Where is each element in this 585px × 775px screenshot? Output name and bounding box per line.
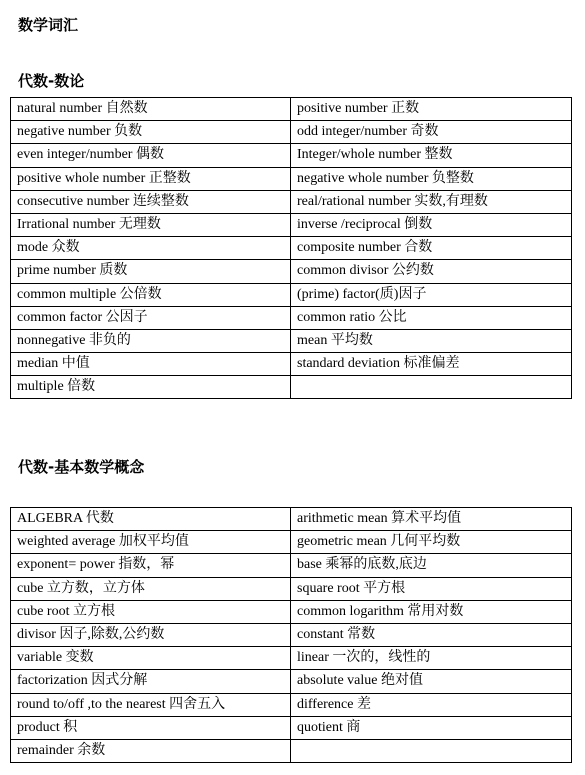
term-cell-right: odd integer/number 奇数 bbox=[291, 121, 572, 144]
table-row bbox=[11, 329, 572, 352]
table-row bbox=[11, 739, 572, 762]
term-cell-left: cube 立方数，立方体 bbox=[11, 577, 291, 600]
term-cell-right: common ratio 公比 bbox=[291, 306, 572, 329]
term-cell-right: geometric mean 几何平均数 bbox=[291, 531, 572, 554]
term-cell-left: product 积 bbox=[11, 716, 291, 739]
term-cell-left: variable 变数 bbox=[11, 647, 291, 670]
term-cell-right: negative whole number 负整数 bbox=[291, 167, 572, 190]
table-row bbox=[11, 190, 572, 213]
table-row bbox=[11, 554, 572, 577]
term-cell-right: arithmetic mean 算术平均值 bbox=[291, 508, 572, 531]
table-row bbox=[11, 531, 572, 554]
term-cell-right: inverse /reciprocal 倒数 bbox=[291, 213, 572, 236]
vocabulary-table-number-theory bbox=[10, 97, 572, 399]
term-cell-left: exponent= power 指数，幂 bbox=[11, 554, 291, 577]
term-cell-left: weighted average 加权平均值 bbox=[11, 531, 291, 554]
term-cell-right: quotient 商 bbox=[291, 716, 572, 739]
term-cell-right: standard deviation 标准偏差 bbox=[291, 353, 572, 376]
term-cell-right bbox=[291, 376, 572, 399]
section-title-number-theory: 代数-数论 bbox=[18, 72, 85, 90]
table-row bbox=[11, 623, 572, 646]
table-row bbox=[11, 98, 572, 121]
term-cell-left: prime number 质数 bbox=[11, 260, 291, 283]
table-row bbox=[11, 353, 572, 376]
table-row bbox=[11, 213, 572, 236]
term-cell-right: mean 平均数 bbox=[291, 329, 572, 352]
table-row bbox=[11, 376, 572, 399]
table-row bbox=[11, 647, 572, 670]
document-title: 数学词汇 bbox=[18, 16, 79, 34]
vocabulary-table-basic-concepts bbox=[10, 507, 572, 763]
term-cell-right: positive number 正数 bbox=[291, 98, 572, 121]
term-cell-left: median 中值 bbox=[11, 353, 291, 376]
term-cell-right: Integer/whole number 整数 bbox=[291, 144, 572, 167]
term-cell-right: composite number 合数 bbox=[291, 237, 572, 260]
term-cell-right: real/rational number 实数,有理数 bbox=[291, 190, 572, 213]
term-cell-right: linear 一次的，线性的 bbox=[291, 647, 572, 670]
table-row bbox=[11, 283, 572, 306]
term-cell-right: absolute value 绝对值 bbox=[291, 670, 572, 693]
table-row bbox=[11, 600, 572, 623]
term-cell-left: common multiple 公倍数 bbox=[11, 283, 291, 306]
term-cell-left: multiple 倍数 bbox=[11, 376, 291, 399]
term-cell-left: Irrational number 无理数 bbox=[11, 213, 291, 236]
term-cell-left: consecutive number 连续整数 bbox=[11, 190, 291, 213]
table-row bbox=[11, 260, 572, 283]
table-row bbox=[11, 167, 572, 190]
table-row bbox=[11, 237, 572, 260]
table-row bbox=[11, 577, 572, 600]
term-cell-left: even integer/number 偶数 bbox=[11, 144, 291, 167]
table-row bbox=[11, 716, 572, 739]
term-cell-left: nonnegative 非负的 bbox=[11, 329, 291, 352]
term-cell-right: constant 常数 bbox=[291, 623, 572, 646]
term-cell-left: round to/off ,to the nearest 四舍五入 bbox=[11, 693, 291, 716]
term-cell-right: (prime) factor(质)因子 bbox=[291, 283, 572, 306]
term-cell-left: natural number 自然数 bbox=[11, 98, 291, 121]
term-cell-right: square root 平方根 bbox=[291, 577, 572, 600]
term-cell-right: common divisor 公约数 bbox=[291, 260, 572, 283]
term-cell-left: divisor 因子,除数,公约数 bbox=[11, 623, 291, 646]
term-cell-right: common logarithm 常用对数 bbox=[291, 600, 572, 623]
term-cell-left: remainder 余数 bbox=[11, 739, 291, 762]
term-cell-left: mode 众数 bbox=[11, 237, 291, 260]
term-cell-right: base 乘幂的底数,底边 bbox=[291, 554, 572, 577]
table-row bbox=[11, 670, 572, 693]
term-cell-right bbox=[291, 739, 572, 762]
term-cell-left: factorization 因式分解 bbox=[11, 670, 291, 693]
term-cell-left: positive whole number 正整数 bbox=[11, 167, 291, 190]
table-row bbox=[11, 121, 572, 144]
section-title-basic-concepts: 代数-基本数学概念 bbox=[18, 458, 145, 476]
table-row bbox=[11, 508, 572, 531]
term-cell-left: negative number 负数 bbox=[11, 121, 291, 144]
table-row bbox=[11, 693, 572, 716]
term-cell-left: common factor 公因子 bbox=[11, 306, 291, 329]
table-row bbox=[11, 144, 572, 167]
term-cell-left: ALGEBRA 代数 bbox=[11, 508, 291, 531]
term-cell-right: difference 差 bbox=[291, 693, 572, 716]
table-row bbox=[11, 306, 572, 329]
term-cell-left: cube root 立方根 bbox=[11, 600, 291, 623]
